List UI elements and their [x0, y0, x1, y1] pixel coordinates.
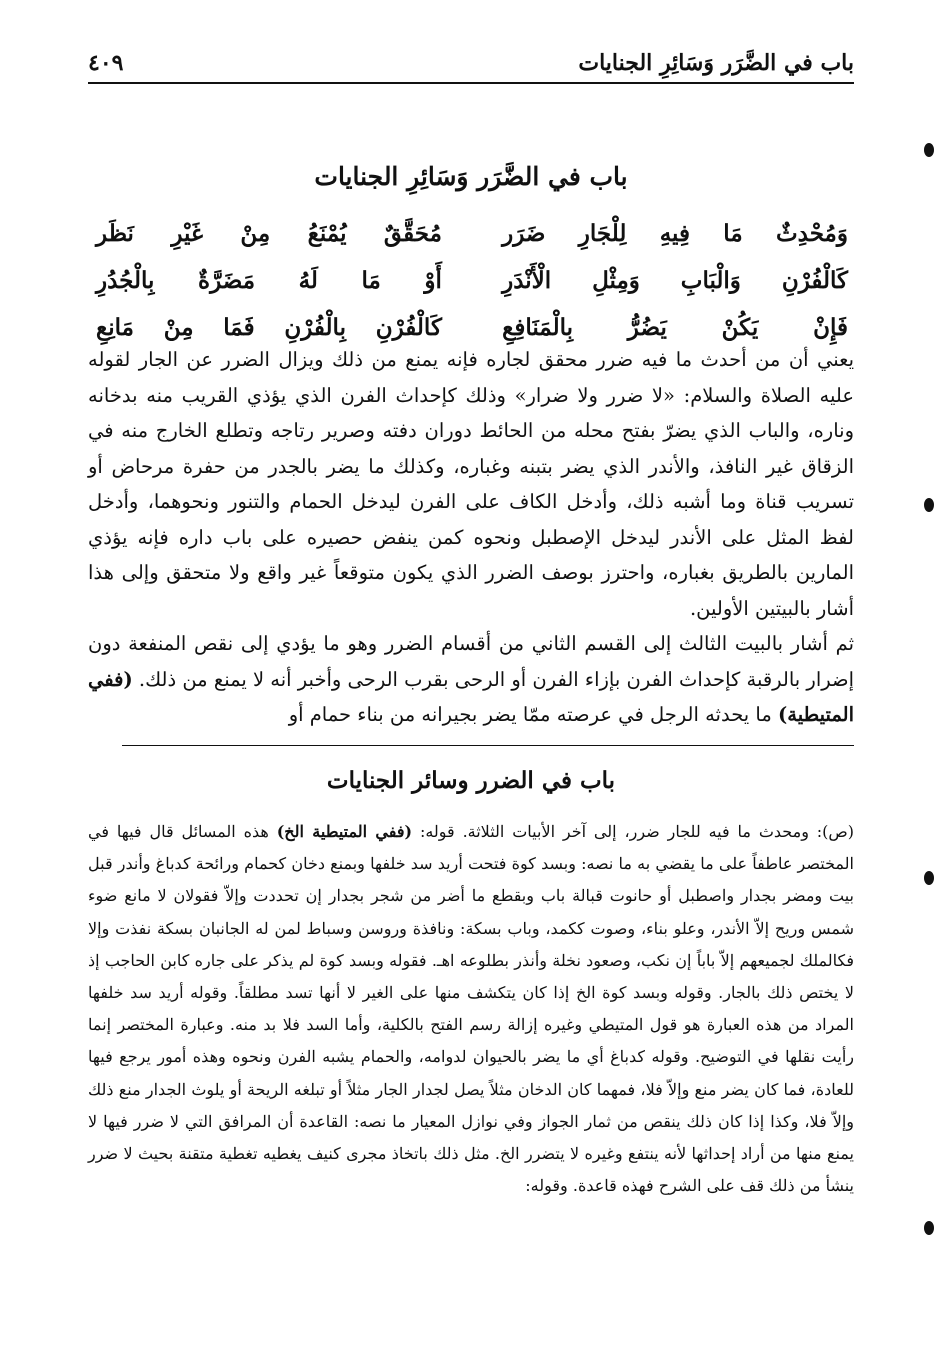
commentary-lead: (ص): ومحدث ما فيه للجار ضرر، إلى آخر الأبيات الثلاثة. قوله: [419, 822, 855, 841]
verse-first-hemistich: فَإِنْ يَكُنْ يَضُرُّ بِالْمَنَافِعِ [502, 314, 848, 341]
running-title: باب في الضَّرَر وَسَائِرِ الجنايات [578, 50, 854, 76]
margin-dot-icon [924, 871, 934, 885]
verse-line [96, 210, 848, 257]
main-paragraph-tail: ما يحدثه الرجل في عرصته ممّا يضر بجيرانه من بناء حمام أو [288, 703, 772, 726]
chapter-title: باب في الضَّرَر وَسَائِرِ الجنايات [314, 162, 628, 191]
verse-first-hemistich: كَالْفُرْنِ وَالْبَابِ وَمِثْلِ الْأَنْدَرِ [502, 267, 848, 294]
main-paragraph-lead: ثم أشار بالبيت الثالث إلى القسم الثاني من أقسام الضرر وهو ما يؤدي إلى نقص المنفعة دون إضرار بالرقبة كإحداث الفرن بإزاء الفرن أو الرحى بقرب الرحى وأخبر أنه لا يمنع من ذلك. [88, 632, 854, 691]
verse-second-hemistich: كَالْفُرْنِ بِالْفُرْنِ فَمَا مِنْ مَانِعِ [96, 314, 442, 341]
section-divider [122, 745, 854, 746]
verse-line [96, 257, 848, 304]
verse-second-hemistich: مُحَقَّقٌ يُمْنَعُ مِنْ غَيْرِ نَظَر [96, 220, 442, 247]
commentary-title: باب في الضرر وسائر الجنايات [326, 767, 616, 794]
commentary-reference: (ففي المتيطية الخ) [276, 822, 413, 841]
margin-dot-icon [924, 143, 934, 157]
footnote-commentary-text [88, 816, 854, 1202]
running-header [88, 44, 854, 84]
margin-dot-icon [924, 1221, 934, 1235]
margin-dot-icon [924, 498, 934, 512]
commentary-paragraph [88, 816, 854, 1202]
main-paragraph [88, 626, 854, 733]
source-reference: (ففي المتيطية) [88, 667, 854, 726]
main-commentary-text [88, 342, 854, 733]
page-number: ٤٠٩ [88, 50, 124, 76]
verse-first-hemistich: وَمُحْدِثٌ مَا فِيهِ لِلْجَارِ ضَرَر [502, 220, 848, 247]
verse-second-hemistich: أَوْ مَا لَهُ مَضَرَّةٌ بِالْجُدُرِ [96, 267, 442, 294]
main-paragraph: يعني أن من أحدث ما فيه ضرر محقق لجاره فإنه يمنع من ذلك ويزال الضرر عن الجار لقوله عليه الصلاة والسلام: «لا ضرر ولا ضرار» وذلك كإحداث الفرن الذي يؤذي القريب منه بدخانه وناره، والباب الذي يضرّ بفتح محله من الحائط دوران دفته وصرير رتاجه وتطلع الخارج منه في الزقاق غير النافذ، والأندر الذي يضر بتبنه وغباره، وكذلك ما يضر بالجدر من حفرة مرحاض أو تسريب قناة وما أشبه ذلك، وأدخل الكاف على الفرن ليدخل الحمام والتنور ونحوهما، وأدخل لفظ المثل على الأندر ليدخل الإصطبل ونحوه كمن ينفض حصيره على باب داره فإنه يؤذي المارين بالطريق بغباره، واحترز بوصف الضرر الذي يكون متوقعاً غير واقع ولا متحقق وإلى هذا أشار بالبيتين الأولين. [88, 348, 854, 620]
poem-verses [96, 210, 848, 351]
commentary-body: هذه المسائل قال فيها في المختصر عاطفاً على ما يقضي به ما نصه: وبسد كوة فتحت أريد سد خلفها وبمنع دخان كحمام ورائحة كدباغ وأندر قبل بيت ومضر بجدار واصطبل أو حانوت قبالة باب وبقطع ما أضر من شجر بجدار إن تحددت وإلاّ فقولان لا مانع ضوء شمس وريح إلاّ الأندر، وعلو بناء، وصوت ككمد، وباب بسكة: ونافذة وروسن وسباط لمن له الجانبان بسكة نفذت وإلا فكالملك لجميعهم إلاّ باباً إن نكب، وصعود نخلة وأنذر بطلوعه اهـ. فقوله وبسد كوة لم يذكر على جاره كابن الحاجب إذ لا يختص ذلك بالجار. وقوله وبسد كوة الخ إذا كان يتكشف منها على الغير لا أنها تسد مطلقاً. وقوله أريد سد خلفها المراد من هذه العبارة هو قول المتيطي وغيره إزالة رسم الفتح بالكلية، وأما السد فلا بد منه. وعبارة المختصر إنما رأيت نقلها في التوضيح. وقوله كدباغ أي ما يضر بالحيوان لدوامه، والحمام يشبه الفرن ونحوه وهذه أمور يرجع فيها للعادة، فما كان يضر منع وإلاّ فلا، فمهما كان الدخان مثلاً يصل لجدار الجار مثلاً أو تبلغه الريحة أو يلوث الجدار منع ذلك وإلاّ فلا، وكذا إذا كان ذلك ينقص من ثمار الجواز وفي نوازل المعيار ما نصه: القاعدة أن المرافق التي لا ضرر فيها لا يمنع منها من أراد إحداثها لأنه ينتفع وغيره لا يتضرر الخ. مثل ذلك باتخاذ مجرى كنيف يغطيه تغطية متقنة بحيث لا ضرر ينشأ من ذلك قف على الشرح فهذه قاعدة. وقوله: [88, 822, 855, 1196]
